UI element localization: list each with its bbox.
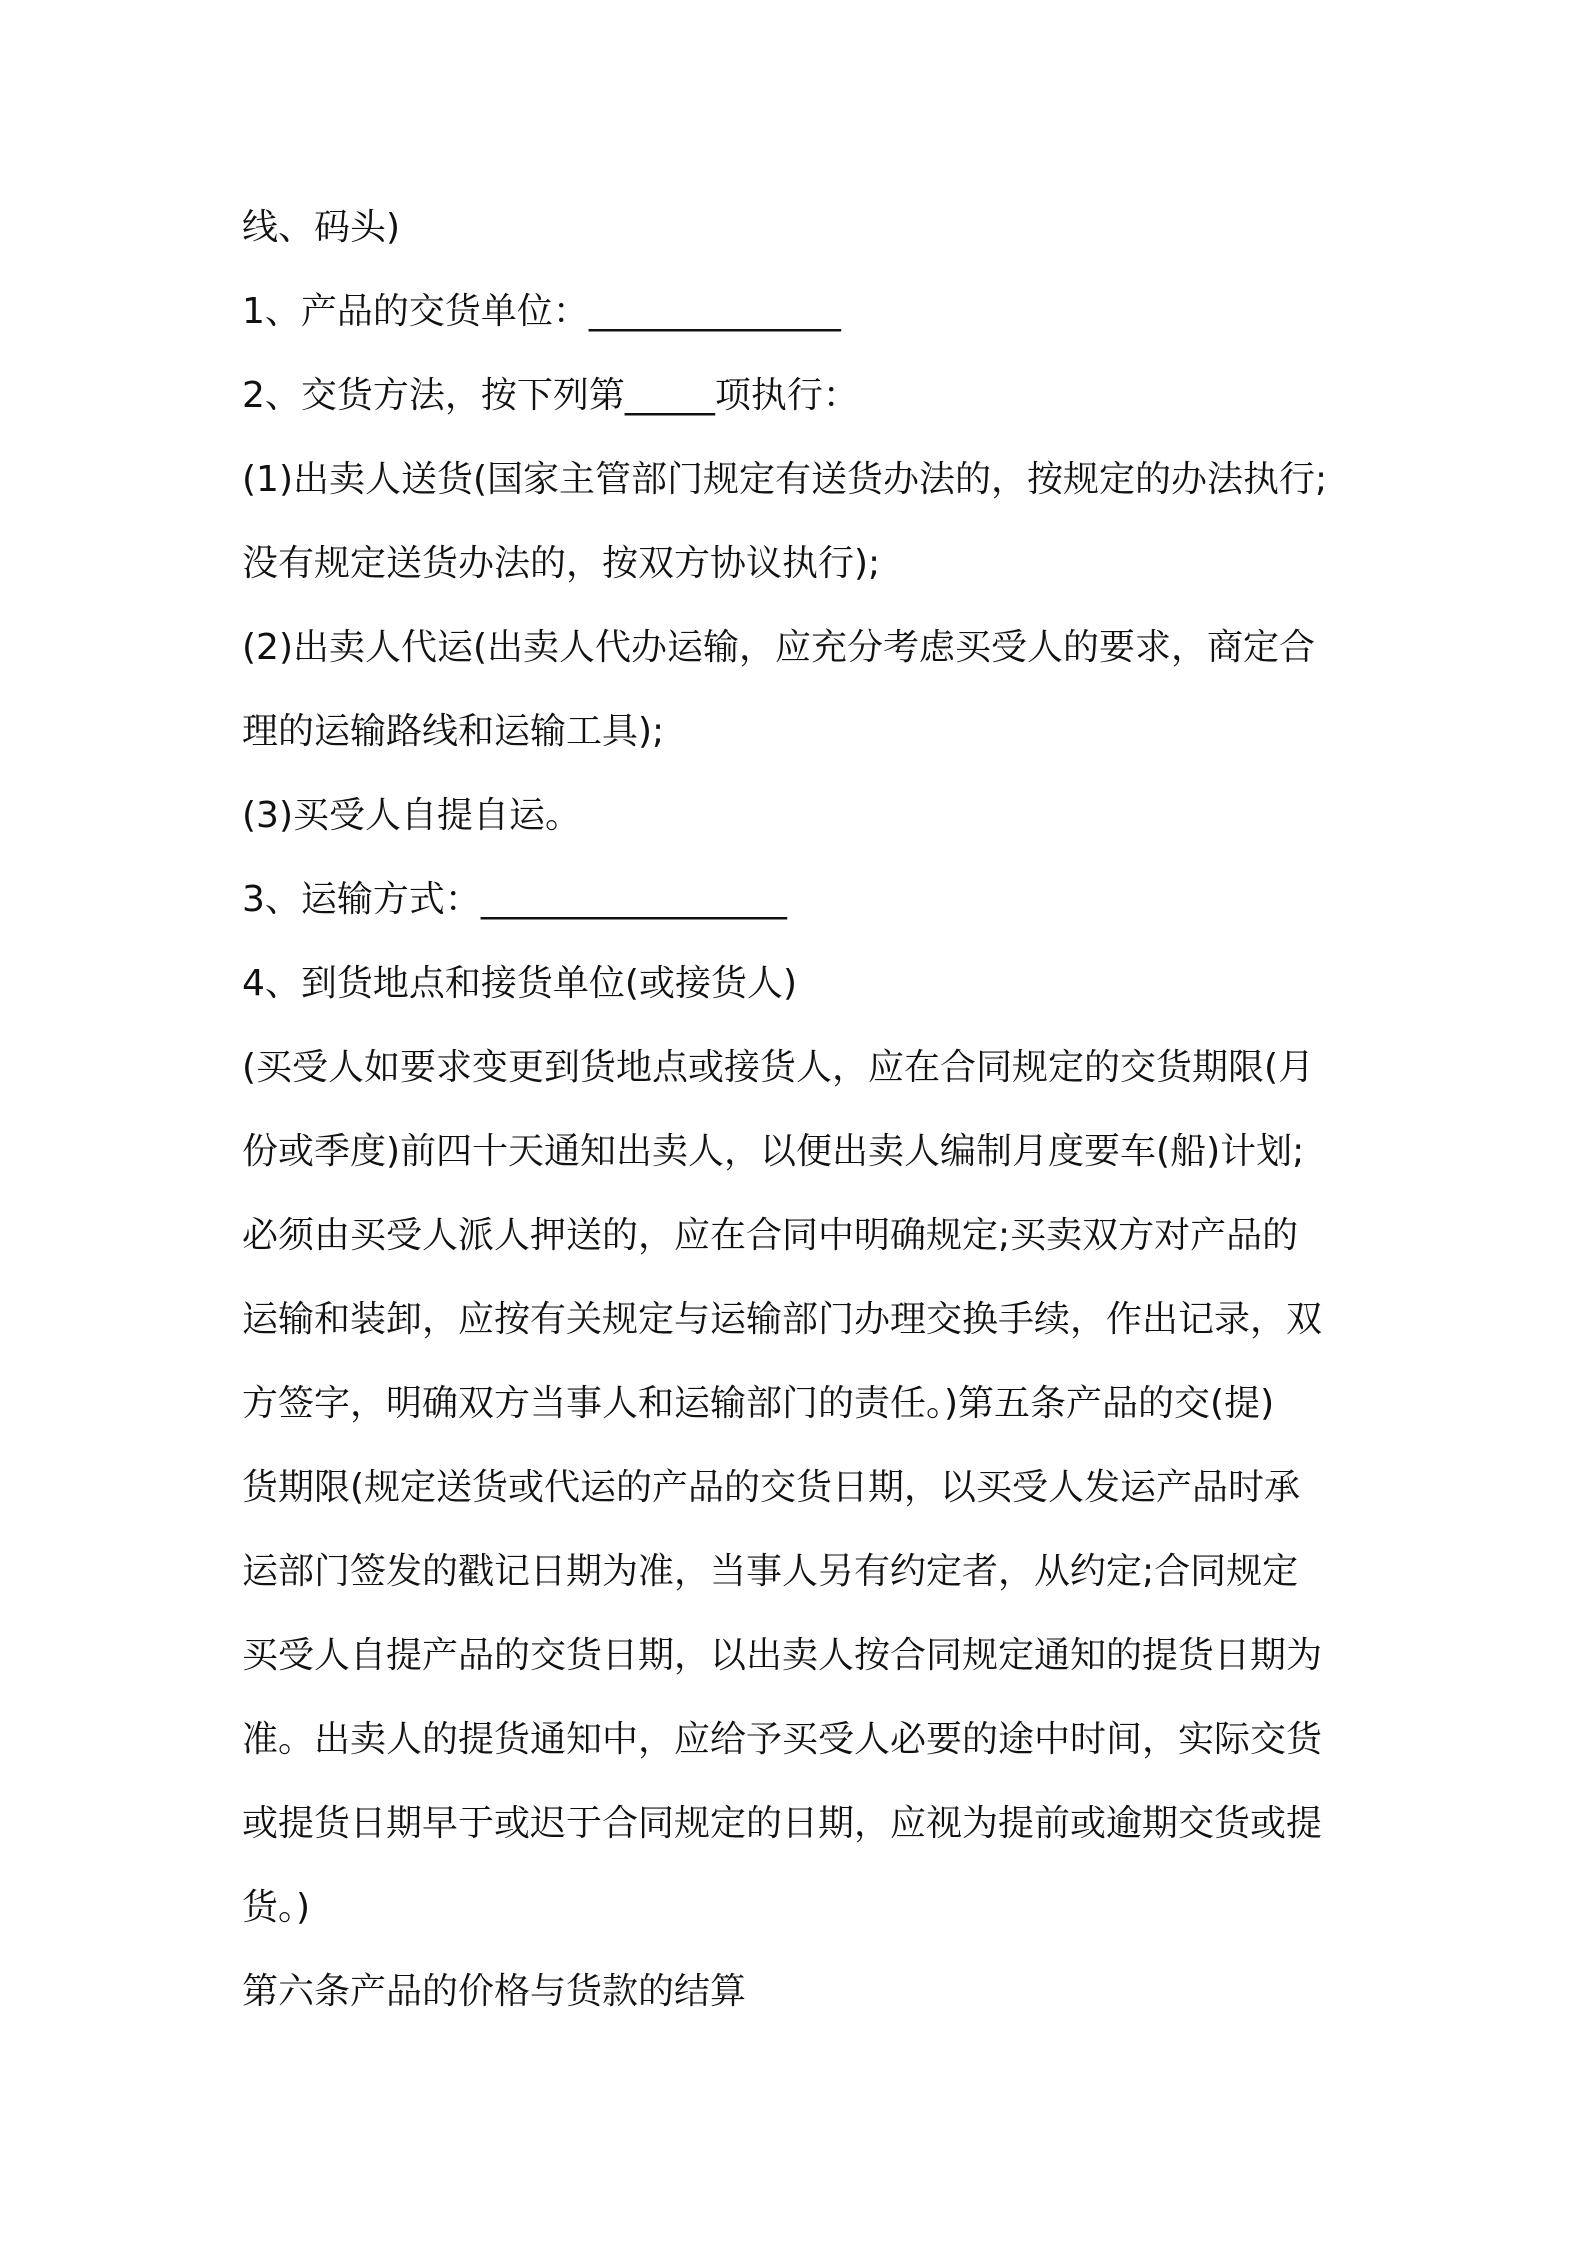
text-line: 必须由买受人派人押送的，应在合同中明确规定;买卖双方对产品的 bbox=[242, 1215, 1299, 1256]
text-line: (3)买受人自提自运。 bbox=[242, 795, 581, 836]
text-line: 或提货日期早于或迟于合同规定的日期，应视为提前或逾期交货或提 bbox=[242, 1803, 1323, 1844]
text-line: 理的运输路线和运输工具); bbox=[242, 711, 665, 752]
text-line: 准。出卖人的提货通知中，应给予买受人必要的途中时间，实际交货 bbox=[242, 1719, 1323, 1760]
contract-text bbox=[242, 196, 1362, 2044]
text-line: 货期限(规定送货或代运的产品的交货日期，以买受人发运产品时承 bbox=[242, 1467, 1301, 1508]
text-line: (买受人如要求变更到货地点或接货人，应在合同规定的交货期限(月 bbox=[242, 1047, 1315, 1088]
text-line: 2、交货方法，按下列第_____项执行： bbox=[242, 375, 859, 416]
text-line: 线、码头) bbox=[242, 207, 401, 248]
text-line: 份或季度)前四十天通知出卖人，以便出卖人编制月度要车(船)计划; bbox=[242, 1131, 1305, 1172]
section-heading: 第六条产品的价格与货款的结算 bbox=[242, 1971, 747, 2012]
text-line: 方签字，明确双方当事人和运输部门的责任。)第五条产品的交(提) bbox=[242, 1383, 1275, 1424]
text-line: 货。) bbox=[242, 1887, 311, 1928]
text-line: (2)出卖人代运(出卖人代办运输，应充分考虑买受人的要求，商定合 bbox=[242, 627, 1316, 668]
text-line: 3、运输方式：_________________ bbox=[242, 879, 787, 920]
text-line: 1、产品的交货单位：______________ bbox=[242, 291, 841, 332]
text-line: 买受人自提产品的交货日期，以出卖人按合同规定通知的提货日期为 bbox=[242, 1635, 1323, 1676]
text-line: 运输和装卸，应按有关规定与运输部门办理交换手续，作出记录，双 bbox=[242, 1299, 1323, 1340]
text-line: 运部门签发的戳记日期为准，当事人另有约定者，从约定;合同规定 bbox=[242, 1551, 1299, 1592]
text-line: 4、到货地点和接货单位(或接货人) bbox=[242, 963, 797, 1004]
text-line: (1)出卖人送货(国家主管部门规定有送货办法的，按规定的办法执行; bbox=[242, 459, 1328, 500]
text-line: 没有规定送货办法的，按双方协议执行); bbox=[242, 543, 881, 584]
